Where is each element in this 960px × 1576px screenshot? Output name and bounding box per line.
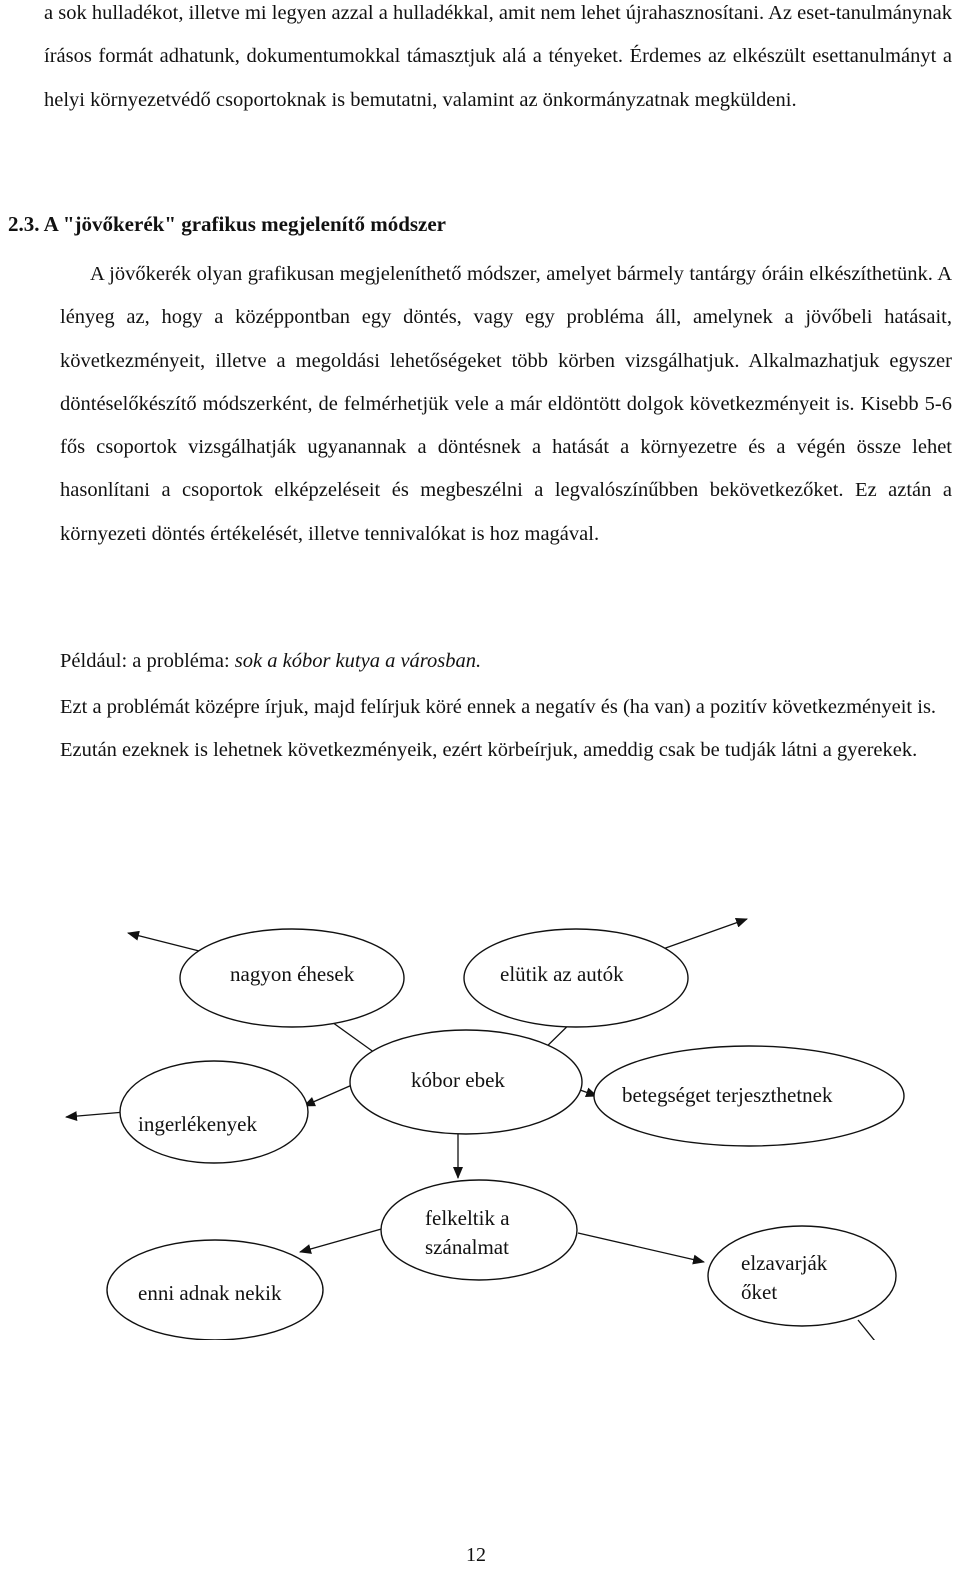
arrow-pity-to-feed bbox=[300, 1228, 385, 1252]
label-confuse-line2: őket bbox=[741, 1280, 778, 1304]
label-disease: betegséget terjeszthetnek bbox=[622, 1083, 833, 1107]
section-body-paragraph: A jövőkerék olyan grafikusan megjeleníthető módszer, amelyet bármely tantárgy óráin elkészíthetünk. A lényeg az, hogy a középpontban egy döntés, vagy egy probléma áll, amelynek a jövőbeli hatásait, következményeit, illetve a megoldási lehetőségeket több körben vizsgálhatjuk. Alkalmazhatjuk egyszer döntéselőkészítő módszerként, de felmérhetjük vele a már eldöntött dolgok következményeit is. Kisebb 5-6 fős csoportok vizsgálhatják ugyanannak a döntésnek a hatását a környezetre és a végén össze lehet hasonlítani a csoportok elképzeléseit és megbeszélni a legvalószínűbben bekövetkezőket. Ez aztán a környezeti döntés értékelését, illetve tennivalókat is hoz magával. bbox=[60, 263, 952, 545]
label-hit: elütik az autók bbox=[500, 962, 624, 986]
page-number: 12 bbox=[466, 1544, 486, 1566]
section-heading: 2.3. A "jövőkerék" grafikus megjelenítő módszer bbox=[8, 212, 447, 236]
future-wheel-diagram bbox=[0, 900, 960, 1340]
label-hungry: nagyon éhesek bbox=[230, 962, 355, 986]
label-feed: enni adnak nekik bbox=[138, 1281, 282, 1305]
arrow-center-to-irritable bbox=[304, 1085, 352, 1106]
label-pity-line1: felkeltik a bbox=[425, 1206, 510, 1230]
arrow-hit-outward bbox=[660, 919, 747, 950]
label-center: kóbor ebek bbox=[411, 1068, 505, 1092]
arrow-irritable-outward bbox=[66, 1112, 125, 1117]
label-confuse-line1: elzavarják bbox=[741, 1251, 828, 1275]
intro-paragraph: a sok hulladékot, illetve mi legyen azzal a hulladékkal, amit nem lehet újrahasznosítani. Az eset-tanulmánynak írásos formát adhatunk, dokumentumokkal támasztjuk alá a tényeket. Érdemes az elkészült esettanulmányt a helyi környezetvédő csoportoknak is bemutatni, valamint az önkormányzatnak megküldeni. bbox=[44, 2, 952, 111]
label-pity-line2: szánalmat bbox=[425, 1235, 509, 1259]
example-prefix: Például: a probléma: bbox=[60, 650, 235, 672]
follow-up-paragraph: Ezt a problémát középre írjuk, majd felírjuk köré ennek a negatív és (ha van) a pozitív következményeit is. Ezután ezeknek is lehetnek következményeik, ezért körbeírjuk, ameddig csak be tudják látni a gyerekek. bbox=[60, 696, 937, 762]
node-pity bbox=[381, 1180, 577, 1280]
example-problem: sok a kóbor kutya a városban. bbox=[234, 650, 482, 672]
example-line bbox=[60, 650, 481, 673]
arrow-pity-to-confuse bbox=[578, 1233, 704, 1262]
node-confuse bbox=[708, 1226, 896, 1326]
arrow-confuse-outward bbox=[858, 1320, 900, 1340]
label-irritable: ingerlékenyek bbox=[138, 1112, 257, 1136]
